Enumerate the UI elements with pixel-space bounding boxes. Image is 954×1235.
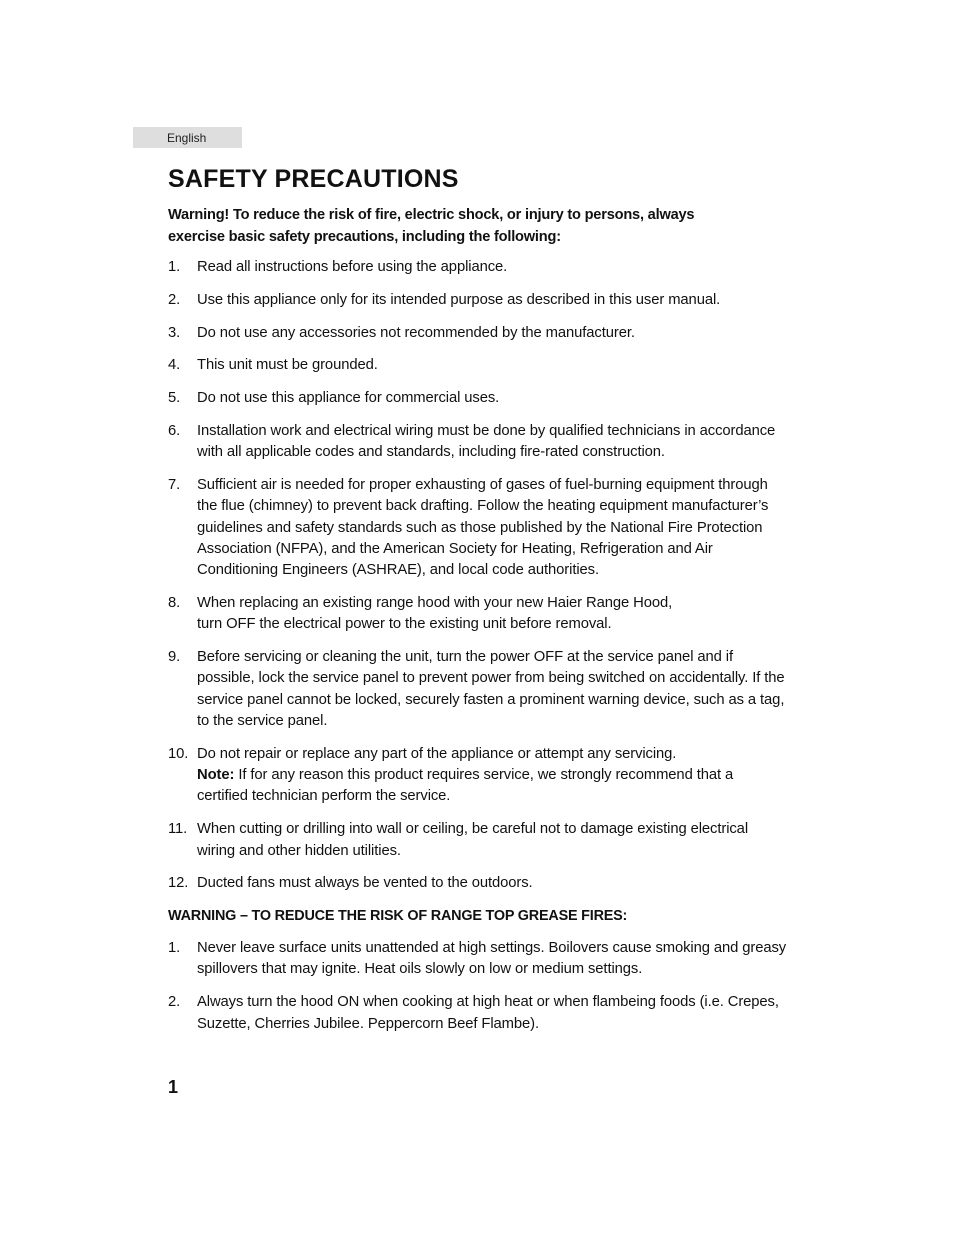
item-number: 4. xyxy=(168,357,181,374)
grease-fire-warning-heading: WARNING – TO REDUCE THE RISK OF RANGE TOP GREASE FIRES: xyxy=(168,908,628,925)
item-number: 7. xyxy=(168,477,181,494)
item-number: 8. xyxy=(168,595,181,612)
note-text: If for any reason this product requires service, we strongly recommend that a certified technician perform the service. xyxy=(197,767,734,805)
item-text: Never leave surface units unattended at high settings. Boilovers cause smoking and greasy spillovers that may ignite. Heat oils slowly on low or medium settings. xyxy=(197,940,787,978)
list-item xyxy=(168,744,788,808)
page-title: SAFETY PRECAUTIONS xyxy=(168,165,459,193)
item-text: Before servicing or cleaning the unit, turn the power OFF at the service panel and if possible, lock the service panel to prevent power from being switched on accidentally. If the service panel cannot be locked, securely fasten a prominent warning device, such as a tag, to the service panel. xyxy=(197,649,785,730)
intro-warning xyxy=(168,205,788,248)
precautions-list xyxy=(168,257,788,895)
list-item xyxy=(168,593,788,636)
list-item xyxy=(168,323,788,344)
item-text-line-2: turn OFF the electrical power to the existing unit before removal. xyxy=(197,616,612,633)
list-item xyxy=(168,421,788,464)
intro-line-2: exercise basic safety precautions, including the following: xyxy=(168,228,561,245)
item-text: When cutting or drilling into wall or ceiling, be careful not to damage existing electrical wiring and other hidden utilities. xyxy=(197,821,749,859)
note-label: Note: xyxy=(197,767,235,784)
item-number: 2. xyxy=(168,291,181,308)
item-number: 2. xyxy=(168,994,181,1011)
item-number: 1. xyxy=(168,940,181,957)
list-item xyxy=(168,388,788,409)
item-text-line-1: When replacing an existing range hood with your new Haier Range Hood, xyxy=(197,595,673,612)
item-number: 10. xyxy=(168,745,189,762)
item-number: 9. xyxy=(168,649,181,666)
page-content xyxy=(168,160,788,1046)
page-number: 1 xyxy=(168,1077,179,1097)
item-text: Sufficient air is needed for proper exhausting of gases of fuel-burning equipment through the flue (chimney) to prevent back drafting. Follow the heating equipment manufacturer’s guidelines and safety standards such as those published by the National Fire Protection Association (NFPA), and the American Society for Heating, Refrigeration and Air Conditioning Engineers (ASHRAE), and local code authorities. xyxy=(197,477,769,579)
item-text: Use this appliance only for its intended purpose as described in this user manual. xyxy=(197,291,721,308)
grease-fire-list xyxy=(168,938,788,1035)
item-number: 5. xyxy=(168,390,181,407)
item-number: 3. xyxy=(168,324,181,341)
item-number: 6. xyxy=(168,422,181,439)
item-text: Read all instructions before using the appliance. xyxy=(197,259,508,275)
note xyxy=(197,767,733,804)
item-number: 12. xyxy=(168,875,189,892)
item-text: Always turn the hood ON when cooking at high heat or when flambeing foods (i.e. Crepes, Suzette, Cherries Jubilee. Peppercorn Beef Flambe). xyxy=(197,994,779,1032)
item-text: Ducted fans must always be vented to the outdoors. xyxy=(197,875,533,892)
item-text: Do not repair or replace any part of the appliance or attempt any servicing. xyxy=(197,745,677,762)
item-text: This unit must be grounded. xyxy=(197,357,378,374)
item-number: 11. xyxy=(168,821,188,838)
list-item xyxy=(168,819,788,862)
list-item xyxy=(168,992,788,1035)
list-item xyxy=(168,355,788,376)
list-item xyxy=(168,290,788,311)
list-item xyxy=(168,873,788,894)
intro-line-1: Warning! To reduce the risk of fire, electric shock, or injury to persons, always xyxy=(168,207,695,223)
item-text: Installation work and electrical wiring must be done by qualified technicians in accordance with all applicable codes and standards, including fire-rated construction. xyxy=(197,422,776,461)
list-item xyxy=(168,475,788,581)
list-item xyxy=(168,647,788,732)
language-tab xyxy=(133,127,242,148)
item-number: 1. xyxy=(168,259,181,275)
item-text: Do not use this appliance for commercial uses. xyxy=(197,390,500,407)
list-item xyxy=(168,257,788,278)
item-text: Do not use any accessories not recommended by the manufacturer. xyxy=(197,324,635,341)
list-item xyxy=(168,938,788,981)
language-tab-label: English xyxy=(167,131,207,145)
